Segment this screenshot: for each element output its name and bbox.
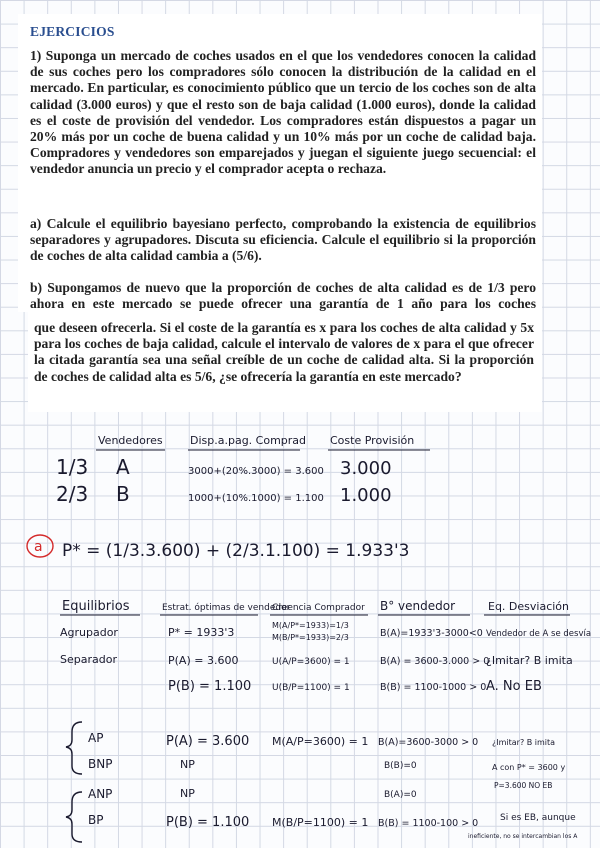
t2-agrupador-label: Agrupador xyxy=(60,626,118,639)
t2-header-equilibrios: Equilibrios xyxy=(62,599,130,614)
t1-prob-b: 2/3 xyxy=(56,482,89,506)
t1-header-coste: Coste Provisión xyxy=(330,434,415,447)
case-bnp-profit: B(B)=0 xyxy=(384,761,417,771)
case-ap-profit: B(A)=3600-3000 > 0 xyxy=(378,737,479,748)
t2-separador-belief-b: U(B/P=1100) = 1 xyxy=(272,683,350,693)
t2-agrupador-belief-a: M(A/P*=1933)=1/3 xyxy=(272,621,349,630)
exercises-heading: EJERCICIOS xyxy=(30,24,115,39)
case-anp-note: P=3.600 NO EB xyxy=(494,781,553,790)
t2-agrupador-belief-b: M(B/P*=1933)=2/3 xyxy=(272,633,349,642)
pooling-price-formula: P* = (1/3.3.600) + (2/3.1.100) = 1.933'3 xyxy=(62,541,410,561)
t1-type-b: B xyxy=(116,482,130,506)
t1-type-a: A xyxy=(116,455,130,479)
t1-pay-b: 1000+(10%.1000) = 1.100 xyxy=(188,493,324,504)
t1-pay-a: 3000+(20%.3000) = 3.600 xyxy=(188,466,324,477)
case-bp xyxy=(88,813,578,840)
brace-top xyxy=(66,722,82,774)
t2-separador-deviation-a: ¿Imitar? B imita xyxy=(486,654,573,667)
t2-separador-deviation-b: A. No EB xyxy=(486,679,542,694)
t2-header-creencia: Creencia Comprador xyxy=(272,603,365,613)
table2-row-agrupador xyxy=(60,621,591,642)
t2-agrupador-strategy: P* = 1933'3 xyxy=(168,626,235,639)
case-ap-label: AP xyxy=(88,731,104,745)
part-b-text-rest: que deseen ofrecerla. Si el coste de la garantía es x para los coches de alta calidad y 5x para los coches de baja calidad, calcule el intervalo de valores de x para el que ofrecer la citada garantía sea una señal creíble de un coche de calidad alta. Si la proporción de coches de calidad alta es 5/6, ¿se ofrecería la garantía en este mercado? xyxy=(34,320,534,384)
case-bnp-label: BNP xyxy=(88,757,113,771)
brace-bottom xyxy=(66,792,82,842)
case-bp-note: Si es EB, aunque xyxy=(500,813,576,823)
case-anp-label: ANP xyxy=(88,787,113,801)
case-anp-price: NP xyxy=(180,787,195,800)
case-ap-note: ¿Imitar? B imita xyxy=(492,738,556,747)
t2-separador-belief-a: U(A/P=3600) = 1 xyxy=(272,657,350,667)
t1-header-disp: Disp.a.pag. Comprad xyxy=(190,434,307,447)
part-a-text: a) Calcule el equilibrio bayesiano perfecto, comprobando la existencia de equilibrios separadores y agrupadores. Discuta su eficiencia. Calcule el equilibrio si la proporción de coches de alta calidad cambia a (5/6). xyxy=(30,216,536,264)
t2-header-desviacion: Eq. Desviación xyxy=(488,600,570,613)
t1-cost-a: 3.000 xyxy=(340,458,392,479)
t2-header-beneficio: B° vendedor xyxy=(380,599,456,613)
t2-agrupador-deviation: Vendedor de A se desvía xyxy=(486,629,592,639)
t1-header-vendedores: Vendedores xyxy=(98,434,163,447)
t2-agrupador-profit: B(A)=1933'3-3000<0 xyxy=(380,628,483,639)
table1-row-a xyxy=(56,455,392,479)
t2-separador-profit-b: B(B) = 1100-1000 > 0 xyxy=(380,682,487,693)
part-a-label: a xyxy=(34,539,43,555)
case-bp-price: P(B) = 1.100 xyxy=(166,815,250,830)
case-bnp-price: NP xyxy=(180,758,195,771)
case-ap xyxy=(88,731,555,749)
case-bnp xyxy=(88,757,565,772)
t2-header-estrategias: Estrat. óptimas de vendedor xyxy=(162,603,291,613)
table1-row-b xyxy=(56,482,392,506)
table1-header xyxy=(96,434,430,450)
case-ap-price: P(A) = 3.600 xyxy=(166,734,250,749)
case-bnp-note: A con P* = 3600 y xyxy=(492,763,566,772)
table2-row-separador xyxy=(60,653,573,694)
t1-prob-a: 1/3 xyxy=(56,455,89,479)
t2-separador-profit-a: B(A) = 3600-3.000 > 0 xyxy=(380,656,490,667)
case-anp xyxy=(88,781,552,801)
problem-1-text: 1) Suponga un mercado de coches usados en el que los vendedores conocen la calidad de sus coches pero los compradores sólo conocen la distribución de la calidad en el mercado. En particular, es conocimiento público que un tercio de los coches son de alta calidad (3.000 euros) y que el resto son de baja calidad (1.000 euros), donde la calidad es el coste de provisión del vendedor. Los compradores están dispuestos a pagar un 20% más por un coche de buena calidad y un 10% más por un coche de calidad baja. Compradores y vendedores son emparejados y juegan el siguiente juego secuencial: el vendedor anuncia un precio y el comprador acepta o rechaza. xyxy=(30,48,536,177)
case-anp-profit: B(A)=0 xyxy=(384,790,417,800)
case-bp-profit: B(B) = 1100-100 > 0 xyxy=(378,818,479,829)
t2-separador-strategy-a: P(A) = 3.600 xyxy=(168,654,239,667)
t2-separador-strategy-b: P(B) = 1.100 xyxy=(168,679,252,694)
case-bp-label: BP xyxy=(88,813,104,827)
t1-cost-b: 1.000 xyxy=(340,485,392,506)
case-bp-note-2: ineficiente, no se intercambian los A xyxy=(468,833,578,840)
case-ap-belief: M(A/P=3600) = 1 xyxy=(272,735,369,748)
table2-header xyxy=(60,599,570,615)
case-bp-belief: M(B/P=1100) = 1 xyxy=(272,816,369,829)
part-b-text-line1: b) Supongamos de nuevo que la proporción de coches de alta calidad es de 1/3 pero ahora en este mercado se puede ofrecer una garantía de 1 año para los coches xyxy=(30,280,536,312)
t2-separador-label: Separador xyxy=(60,653,117,666)
